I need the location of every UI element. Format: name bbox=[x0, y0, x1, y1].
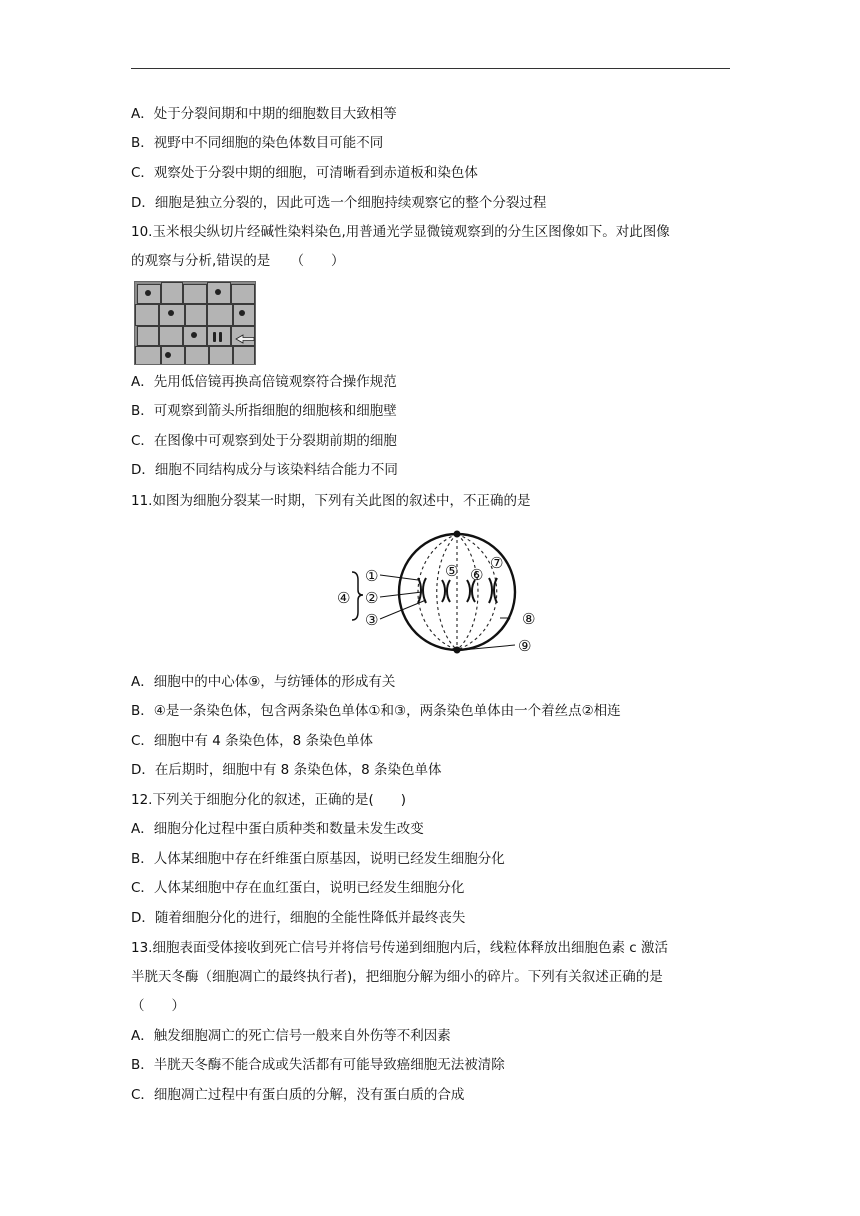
q11-option-b: B．④是一条染色体，包含两条染色单体①和③，两条染色单体由一个着丝点②相连 bbox=[131, 703, 621, 719]
label-2: ② bbox=[365, 589, 379, 607]
label-3: ③ bbox=[365, 611, 379, 629]
q9-option-b: B．视野中不同细胞的染色体数目可能不同 bbox=[131, 135, 384, 151]
q9-option-c: C．观察处于分裂中期的细胞，可清晰看到赤道板和染色体 bbox=[131, 165, 478, 181]
q11-option-a: A．细胞中的中心体⑨，与纺锤体的形成有关 bbox=[131, 674, 396, 690]
micrograph-image bbox=[134, 281, 256, 365]
q13-stem-line3: （ ） bbox=[131, 998, 185, 1014]
q11-stem: 11.如图为细胞分裂某一时期，下列有关此图的叙述中，不正确的是 bbox=[131, 493, 531, 509]
label-1: ① bbox=[365, 567, 379, 585]
q11-option-d: D．在后期时，细胞中有 8 条染色体，8 条染色单体 bbox=[131, 762, 442, 778]
q12-option-c: C．人体某细胞中存在血红蛋白，说明已经发生细胞分化 bbox=[131, 880, 465, 896]
q12-option-d: D．随着细胞分化的进行，细胞的全能性降低并最终丧失 bbox=[131, 910, 466, 926]
q10-stem-line2: 的观察与分析,错误的是 （ ） bbox=[131, 253, 345, 269]
q9-option-d: D．细胞是独立分裂的，因此可选一个细胞持续观察它的整个分裂过程 bbox=[131, 195, 547, 211]
q9-option-a: A．处于分裂间期和中期的细胞数目大致相等 bbox=[131, 106, 397, 122]
q13-option-b: B．半胱天冬酶不能合成或失活都有可能导致癌细胞无法被清除 bbox=[131, 1057, 505, 1073]
label-7: ⑦ bbox=[490, 554, 504, 572]
q13-option-c: C．细胞凋亡过程中有蛋白质的分解，没有蛋白质的合成 bbox=[131, 1087, 465, 1103]
q11-option-c: C．细胞中有 4 条染色体，8 条染色单体 bbox=[131, 733, 373, 749]
label-6: ⑥ bbox=[470, 566, 484, 584]
label-9: ⑨ bbox=[518, 637, 532, 655]
label-8: ⑧ bbox=[522, 610, 536, 628]
q13-stem-line2: 半胱天冬酶（细胞凋亡的最终执行者)，把细胞分解为细小的碎片。下列有关叙述正确的是 bbox=[131, 969, 663, 985]
q13-stem-line1: 13.细胞表面受体接收到死亡信号并将信号传递到细胞内后，线粒体释放出细胞色素 c 激活 bbox=[131, 940, 668, 956]
q12-option-a: A．细胞分化过程中蛋白质种类和数量未发生改变 bbox=[131, 821, 424, 837]
q13-option-a: A．触发细胞凋亡的死亡信号一般来自外伤等不利因素 bbox=[131, 1028, 451, 1044]
q10-stem-line1: 10.玉米根尖纵切片经碱性染料染色,用普通光学显微镜观察到的分生区图像如下。对此图像 bbox=[131, 224, 670, 240]
label-4: ④ bbox=[337, 589, 351, 607]
q10-option-a: A．先用低倍镜再换高倍镜观察符合操作规范 bbox=[131, 374, 397, 390]
label-5: ⑤ bbox=[445, 562, 459, 580]
q12-option-b: B．人体某细胞中存在纤维蛋白原基因，说明已经发生细胞分化 bbox=[131, 851, 505, 867]
q10-option-d: D．细胞不同结构成分与该染料结合能力不同 bbox=[131, 462, 398, 478]
cell-division-diagram bbox=[330, 520, 560, 660]
q10-option-b: B．可观察到箭头所指细胞的细胞核和细胞壁 bbox=[131, 403, 397, 419]
q10-option-c: C．在图像中可观察到处于分裂期前期的细胞 bbox=[131, 433, 397, 449]
q12-stem: 12.下列关于细胞分化的叙述，正确的是( ) bbox=[131, 792, 407, 808]
arrow-icon bbox=[235, 334, 255, 344]
header-rule bbox=[131, 68, 730, 69]
